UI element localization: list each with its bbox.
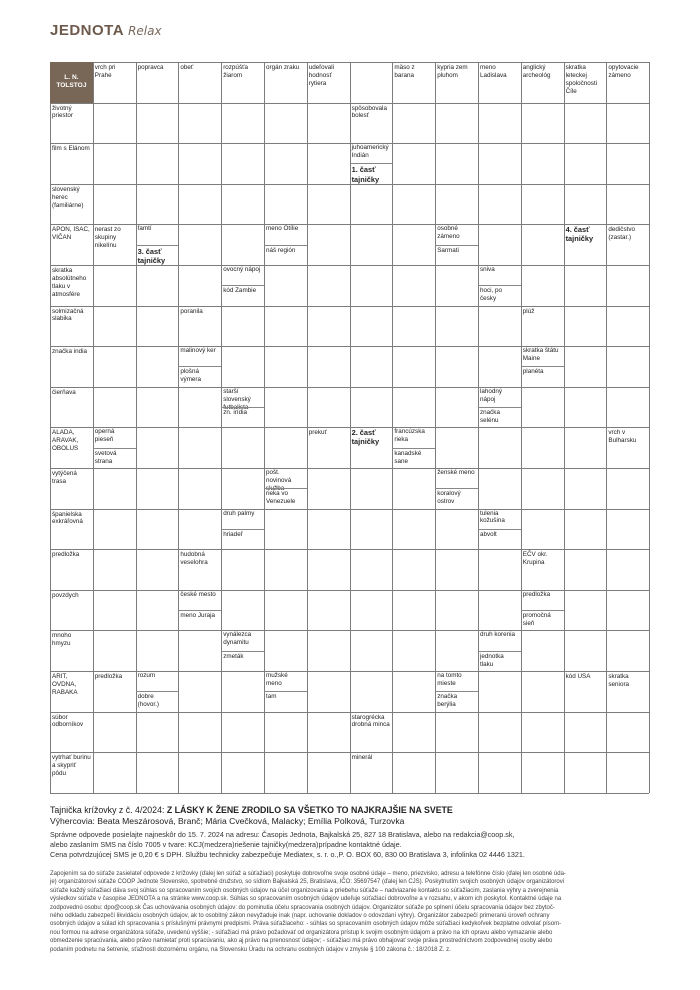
clue-cell: rozpúšťa žiarom xyxy=(223,64,248,79)
clue-cell: plúž xyxy=(522,307,535,315)
legal-text xyxy=(50,870,650,954)
clue-bottom: náš región xyxy=(264,245,307,256)
secret-clue: 3. časť tajničky xyxy=(136,245,179,265)
clue-cell xyxy=(221,265,264,306)
clue-bottom: jednotka tlaku xyxy=(478,651,521,670)
clue-top: famtí xyxy=(137,225,152,233)
clue-bottom: značka selénu xyxy=(478,407,521,426)
brand-sub: Relax xyxy=(128,24,162,38)
clue-top: české mesto xyxy=(180,590,216,598)
clue-bottom: kanadské sane xyxy=(392,448,435,467)
brand-logo xyxy=(50,22,162,42)
clue-cell xyxy=(221,387,264,428)
clue-cell: meno Ladislava xyxy=(480,64,507,79)
clue-cell: nerast zo skupiny nikelínu xyxy=(94,226,121,250)
secret-clue-cell: 2. časť tajničky xyxy=(351,428,380,447)
clue-top: malinový ker xyxy=(180,347,216,355)
clue-cell xyxy=(350,143,393,184)
clue-cell: popravca xyxy=(137,64,164,71)
clue-top: ženské meno xyxy=(437,469,475,476)
clue-cell: mnoho hmyzu xyxy=(52,632,72,648)
crossword-grid xyxy=(50,62,649,793)
clue-cell xyxy=(221,630,264,671)
clue-cell xyxy=(136,224,179,265)
clue-cell: súbor odborníkov xyxy=(52,713,84,729)
legal-line: nou formou na adrese organizátora súťaže, uvedenú vyššie; - súťažiaci má právo požadovať od organizátora prístup k svojim osobným údajom a právo na ich opravu alebo vymazanie alebo xyxy=(50,929,553,936)
clue-top: mužské meno xyxy=(266,672,288,687)
clue-bottom: rieka vo Venezuele xyxy=(264,488,307,507)
clue-bottom: koralový ostrov xyxy=(435,488,478,507)
clue-bottom: zn. irídia xyxy=(221,407,264,418)
clue-cell: vytýčená trasa xyxy=(52,470,77,485)
clue-cell: skratka leteckej spoločnosti Číle xyxy=(565,64,598,95)
clue-cell xyxy=(264,671,307,712)
clue-top: predložka xyxy=(522,590,551,598)
clue-top: tulenia kožušina xyxy=(480,509,505,525)
legal-line: podaním podnetu na šetrenie, sťažnosti dozornému orgánu, na Slovensku Úradu na ochranu osobných údajov v zmysle § 100 zákona č.: 18/2018 Z. z. xyxy=(50,946,451,953)
clue-top: rozum xyxy=(137,672,156,679)
clue-cell xyxy=(264,224,307,265)
clue-cell: kypria zem pluhom xyxy=(437,64,468,79)
grid-line xyxy=(50,630,649,631)
clue-cell: španielska exkráľovná xyxy=(52,510,83,526)
legal-line: obmedzenie spracúvania, alebo právo namietať proti spracúvaniu, ako aj právo na prenosnosť údajov; - súťažiaci má právo obhajovať svoje práva prostredníctvom zodpovednej osoby alebo xyxy=(50,938,553,945)
clue-cell: životný priestor xyxy=(52,104,73,120)
clue-cell xyxy=(136,671,179,712)
clue-cell: minerál xyxy=(351,754,373,762)
clue-top: francúzska rieka xyxy=(394,428,425,444)
legal-line: je) organizátorovi súťaže COOP Jednote Slovensko, spotrebné družstvo, so sídlom Bajkalská 25, Bratislava, IČO: 35697547 (ďalej len CJS). Poskytnutím svojich osobných údajov organizátorovi xyxy=(50,879,565,886)
clue-cell: dedičstvo (zastar.) xyxy=(608,226,635,242)
winners-line: Výhercovia: Beata Meszárosová, Branč; Mária Cvečková, Malacky; Emília Polková, Turzovka xyxy=(50,816,405,826)
clue-cell: skratka seniora xyxy=(608,673,630,688)
clue-cell: ARIT, OVDNA, RABAKA xyxy=(52,673,78,696)
clue-cell xyxy=(478,509,521,550)
clue-cell xyxy=(221,509,264,550)
clue-top: skratka štátu Maine xyxy=(522,347,559,363)
clue-bottom: hriadeľ xyxy=(221,529,264,540)
grid-line xyxy=(50,468,649,469)
clue-cell: skratka absolútneho tlaku v atmosfére xyxy=(52,267,87,298)
clue-cell: opytovacie zámeno xyxy=(608,64,639,79)
clue-cell: prekuť xyxy=(308,429,327,437)
clue-top: sniva xyxy=(480,266,495,273)
secret-clue-cell: 4. časť tajničky xyxy=(565,225,594,244)
clue-cell xyxy=(478,630,521,671)
clue-cell: slovenský herec (familiárne) xyxy=(52,185,84,209)
clue-top: meno Otílie xyxy=(266,225,299,233)
legal-line: ného odkladu zabezpečí likvidáciu osobných údajov, ak to osobitný zákon nevyžaduje inak (napr. uchovanie dokladov o odovzdaní výhry). Organizátor zabezpečí primeranú úroveň ochrany xyxy=(50,913,550,920)
clue-top: druh korenia xyxy=(480,631,516,639)
clue-cell xyxy=(521,590,564,631)
clue-bottom: svetová strana xyxy=(93,448,136,467)
clue-cell xyxy=(178,346,221,387)
clue-cell xyxy=(435,224,478,265)
legal-line: Zapojením sa do súťaže zasielateľ odpovede z krížovky (ďalej len súťaž a súťažiaci) poskytuje dobrovoľne svoje osobné údaje – meno, priezvisko, adresu a telefónne číslo (ďalej len osobné úda- xyxy=(50,871,566,877)
answers-line: Správne odpovede posielajte najneskôr do 15. 7. 2024 na adresu: Časopis Jednota, Bajkalská 25, 827 18 Bratislava, alebo na redakcia@coop.sk, xyxy=(50,830,515,839)
clue-cell xyxy=(521,346,564,387)
clue-top: lahodný nápoj xyxy=(480,387,503,403)
clue-cell: predložka xyxy=(94,673,123,680)
clue-bottom: Sarmati xyxy=(435,245,478,256)
clue-bottom: plošná výmera xyxy=(178,366,221,385)
clue-bottom: promočná sieň xyxy=(521,610,564,629)
clue-bottom: tam xyxy=(264,691,307,702)
solution-answer: Z LÁSKY K ŽENE ZRODILO SA VŠETKO TO NAJKRAJŠIE NA SVETE xyxy=(166,805,453,815)
answers-line: Cena potvrdzujúcej SMS je 0,20 € s DPH. Službu technicky zabezpečuje Mediatex, s. r. o.,P. O. BOX 60, 830 00 Bratislava 3, infolinka 02 4446 1321. xyxy=(50,850,525,859)
clue-cell: film s Elánom xyxy=(52,145,90,153)
clue-top: ovocný nápoj xyxy=(223,266,261,273)
clue-cell: anglický archeológ xyxy=(522,64,551,79)
clue-bottom: meno Juraja xyxy=(178,610,221,621)
solution-title xyxy=(50,805,650,816)
clue-cell xyxy=(264,468,307,509)
clue-bottom: planéta xyxy=(521,366,564,377)
clue-cell: hudobná veselohra xyxy=(180,551,208,567)
grid-line xyxy=(649,62,650,793)
clue-cell xyxy=(478,265,521,306)
clue-bottom: zmeták xyxy=(221,651,264,662)
clue-cell: ALADA, ARAVAK, OBOLUS xyxy=(52,429,79,453)
grid-line xyxy=(50,793,649,794)
clue-cell: starogrécka drobná minca xyxy=(351,713,390,729)
answers-info xyxy=(50,830,650,860)
clue-bottom: dobre (hovor.) xyxy=(136,691,179,710)
puzzle-title-cell: L. N. TOLSTOJ xyxy=(50,62,93,103)
clue-cell: spôsobovala bolesť xyxy=(351,104,387,120)
clue-cell: kód USA xyxy=(565,673,591,680)
clue-cell: predložka xyxy=(52,551,80,559)
answers-line: alebo zaslaním SMS na číslo 7005 v tvare: KCJ(medzera)riešenie tajničky(medzera)prípadne kontaktné údaje. xyxy=(50,840,402,849)
clue-cell: vrch pri Prahe xyxy=(94,64,116,79)
clue-top: vynálezca dynamitu xyxy=(223,631,252,647)
clue-bottom: kód Zambie xyxy=(221,285,264,296)
clue-top: na tomto mieste xyxy=(437,672,462,687)
legal-line: zodpovednú osobu: dpo@coop.sk Čas uchovávania osobných údajov: do pominutia účelu spracovania osobných údajov. Organizátor súťaže po splnení účelu spracovania údajov bez zbytoč- xyxy=(50,904,555,911)
clue-top: operná pieseň xyxy=(94,428,115,444)
clue-top: osobné zámeno xyxy=(437,225,460,241)
clue-cell: vytrhať burinu a skypriť pôdu xyxy=(52,754,91,777)
legal-line: súťaže každý súťažiaci dáva svoj súhlas so spracovaním svojich osobných údajov na účel organizovania a priebehu súťaže – nadviazanie kontaktu so súťažiacim, zaslania výhry a zverejnenia xyxy=(50,887,559,894)
clue-cell: povzdych xyxy=(52,591,79,599)
clue-cell xyxy=(93,427,136,468)
clue-cell xyxy=(178,590,221,631)
clue-cell xyxy=(478,387,521,428)
brand-name: JEDNOTA xyxy=(50,22,125,39)
grid-line xyxy=(50,509,649,510)
clue-cell: EČV okr. Krupina xyxy=(522,551,548,567)
grid-line xyxy=(50,387,649,388)
clue-top: druh palmy xyxy=(223,509,255,517)
clue-cell: čierňava xyxy=(52,388,76,396)
clue-cell: poranila xyxy=(180,307,203,315)
clue-cell: obeť xyxy=(180,64,194,71)
grid-line xyxy=(50,265,649,266)
clue-bottom: hoci, po česky xyxy=(478,285,521,304)
clue-bottom: značka berýlia xyxy=(435,691,478,710)
secret-clue: 1. časť tajničky xyxy=(350,163,393,183)
clue-cell xyxy=(392,427,435,468)
clue-top: pošt. novinová služba xyxy=(266,469,292,492)
clue-cell xyxy=(435,671,478,712)
legal-line: osobných údajov a súlad ich spracovania s príslušnými právnymi predpismi. Práva súťažiaceho: - súhlas so spracovaním osobných údajov môže súťažiaci kedykoľvek bezplatne odvolať písom- xyxy=(50,921,562,928)
grid-line xyxy=(50,184,649,185)
legal-line: výsledkov súťaže v časopise JEDNOTA a na stránke www.coop.sk. Súhlas so spracovaním osobných údajov udeľuje súťažiaci dobrovoľne a v rozsahu, v akom ich poskytol. Kontaktné údaje na xyxy=(50,896,562,903)
clue-cell: orgán zraku xyxy=(266,64,300,71)
clue-top: starší slovenský futbalista xyxy=(223,387,251,411)
clue-cell xyxy=(435,468,478,509)
clue-cell: solmizačná slabika xyxy=(52,307,84,323)
clue-cell: mäso z barana xyxy=(394,64,415,79)
clue-cell: značka india xyxy=(52,348,88,356)
clue-cell: APON, ISAC, VIČAN xyxy=(52,226,90,242)
clue-cell: udeľovali hodnosť rytiera xyxy=(308,64,335,87)
clue-bottom: abvolt xyxy=(478,529,521,540)
clue-cell: vrch v Bulharsku xyxy=(608,429,637,445)
solution-prefix: Tajnička krížovky z č. 4/2024: xyxy=(50,805,167,815)
clue-top: juhoamerický Indián xyxy=(351,144,389,160)
